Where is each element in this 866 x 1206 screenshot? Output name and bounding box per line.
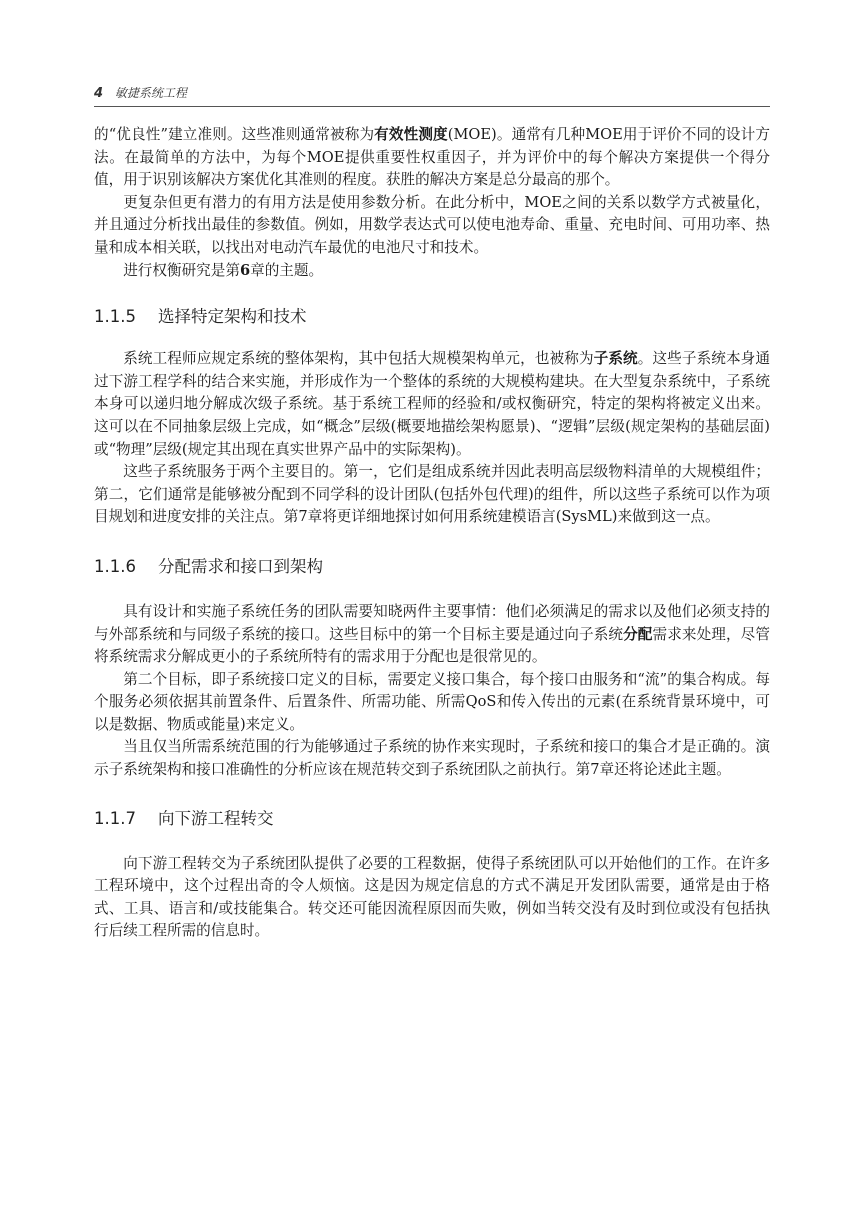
paragraph-subsystem-purpose: 这些子系统服务于两个主要目的。第一，它们是组成系统并因此表明高层级物料清单的大规模组件；第二，它们通常是能够被分配到不同学科的设计团队(包括外包代理)的组件，所以这些子系统可以作为项目规划和进度安排的关注点。第7章将更详细地探讨如何用系统建模语言(SysML)来做到这一点。 (94, 463, 770, 526)
running-header (94, 84, 770, 108)
section-title: 选择特定架构和技术 (158, 307, 307, 327)
paragraph-tradeoff (94, 260, 770, 283)
term-moe: 有效性测度 (374, 126, 448, 143)
text-run: 的“优良性”建立准则。这些准则通常被称为 (94, 126, 375, 143)
section-heading-1-1-5 (94, 303, 770, 327)
term-allocation: 分配 (623, 625, 653, 643)
paragraph-handoff: 向下游工程转交为子系统团队提供了必要的工程数据，使得子系统团队可以开始他们的工作。在许多工程环境中，这个过程出奇的令人烦恼。这是因为规定信息的方式不满足开发团队需要，通常是由于格式、工具、语言和/或技能集合。转交还可能因流程原因而失败，例如当转交没有及时到位或没有包括执行后续工程所需的信息时。 (94, 854, 770, 940)
section-number: 1.1.5 (94, 307, 136, 327)
paragraph-allocation (94, 601, 770, 669)
paragraph-architecture (94, 348, 770, 461)
body-text (94, 124, 770, 943)
section-number: 1.1.7 (94, 808, 136, 828)
page-number: 4 (94, 86, 104, 101)
paragraph-interfaces: 第二个目标，即子系统接口定义的目标，需要定义接口集合，每个接口由服务和“流”的集合构成。每个服务必须依据其前置条件、后置条件、所需功能、所需QoS和传入传出的元素(在系统背景环境中，可以是数据、物质或能量)来定义。 (94, 670, 770, 733)
chapter-ref: 6 (239, 261, 251, 279)
text-run: 章的主题。 (250, 261, 324, 279)
section-title: 分配需求和接口到架构 (158, 556, 323, 576)
text-run: 系统工程师应规定系统的整体架构，其中包括大规模架构单元，也被称为 (123, 350, 594, 368)
section-heading-1-1-7 (94, 805, 770, 829)
text-run: 需求来处理，尽管将系统需求分解成更小的子系统所特有的需求用于分配也是很常见的。 (94, 625, 770, 666)
paragraph-parametric: 更复杂但更有潜力的有用方法是使用参数分析。在此分析中，MOE之间的关系以数学方式被量化，并且通过分析找出最佳的参数值。例如，用数学表达式可以使电池寿命、重量、充电时间、可用功率、热量和成本相关联，以找出对电动汽车最优的电池尺寸和技术。 (94, 193, 770, 256)
section-number: 1.1.6 (94, 556, 136, 576)
section-heading-1-1-6 (94, 553, 770, 577)
paragraph-moe (94, 124, 770, 192)
paragraph-correctness: 当且仅当所需系统范围的行为能够通过子系统的协作来实现时，子系统和接口的集合才是正确的。演示子系统架构和接口准确性的分析应该在规范转交到子系统团队之前执行。第7章还将论述此主题。 (94, 738, 770, 779)
text-run: 具有设计和实施子系统任务的团队需要知晓两件主要事情：他们必须满足的需求以及他们必须支持的与外部系统和与同级子系统的接口。这些目标中的第一个目标主要是通过向子系统 (94, 602, 770, 643)
section-title: 向下游工程转交 (158, 808, 274, 828)
text-run: 进行权衡研究是第 (123, 261, 240, 279)
text-run: (MOE)。通常有几种MOE用于评价不同的设计方法。在最简单的方法中，为每个MOE提供重要性权重因子，并为评价中的每个解决方案提供一个得分值，用于识别该解决方案优化其准则的程度。获胜的解决方案是总分最高的那个。 (94, 126, 770, 189)
book-title: 敏捷系统工程 (114, 86, 187, 100)
header-rule (94, 106, 770, 107)
term-subsystem: 子系统 (593, 350, 638, 368)
text-run: 。这些子系统本身通过下游工程学科的结合来实施，并形成作为一个整体的系统的大规模构建块。在大型复杂系统中，子系统本身可以递归地分解成次级子系统。基于系统工程师的经验和/或权衡研究，特定的架构将被定义出来。这可以在不同抽象层级上完成，如“概念”层级(概要地描绘架构愿景)、“逻辑”层级(规定架构的基础层面)或“物理”层级(规定其出现在真实世界产品中的实际架构)。 (94, 350, 770, 458)
